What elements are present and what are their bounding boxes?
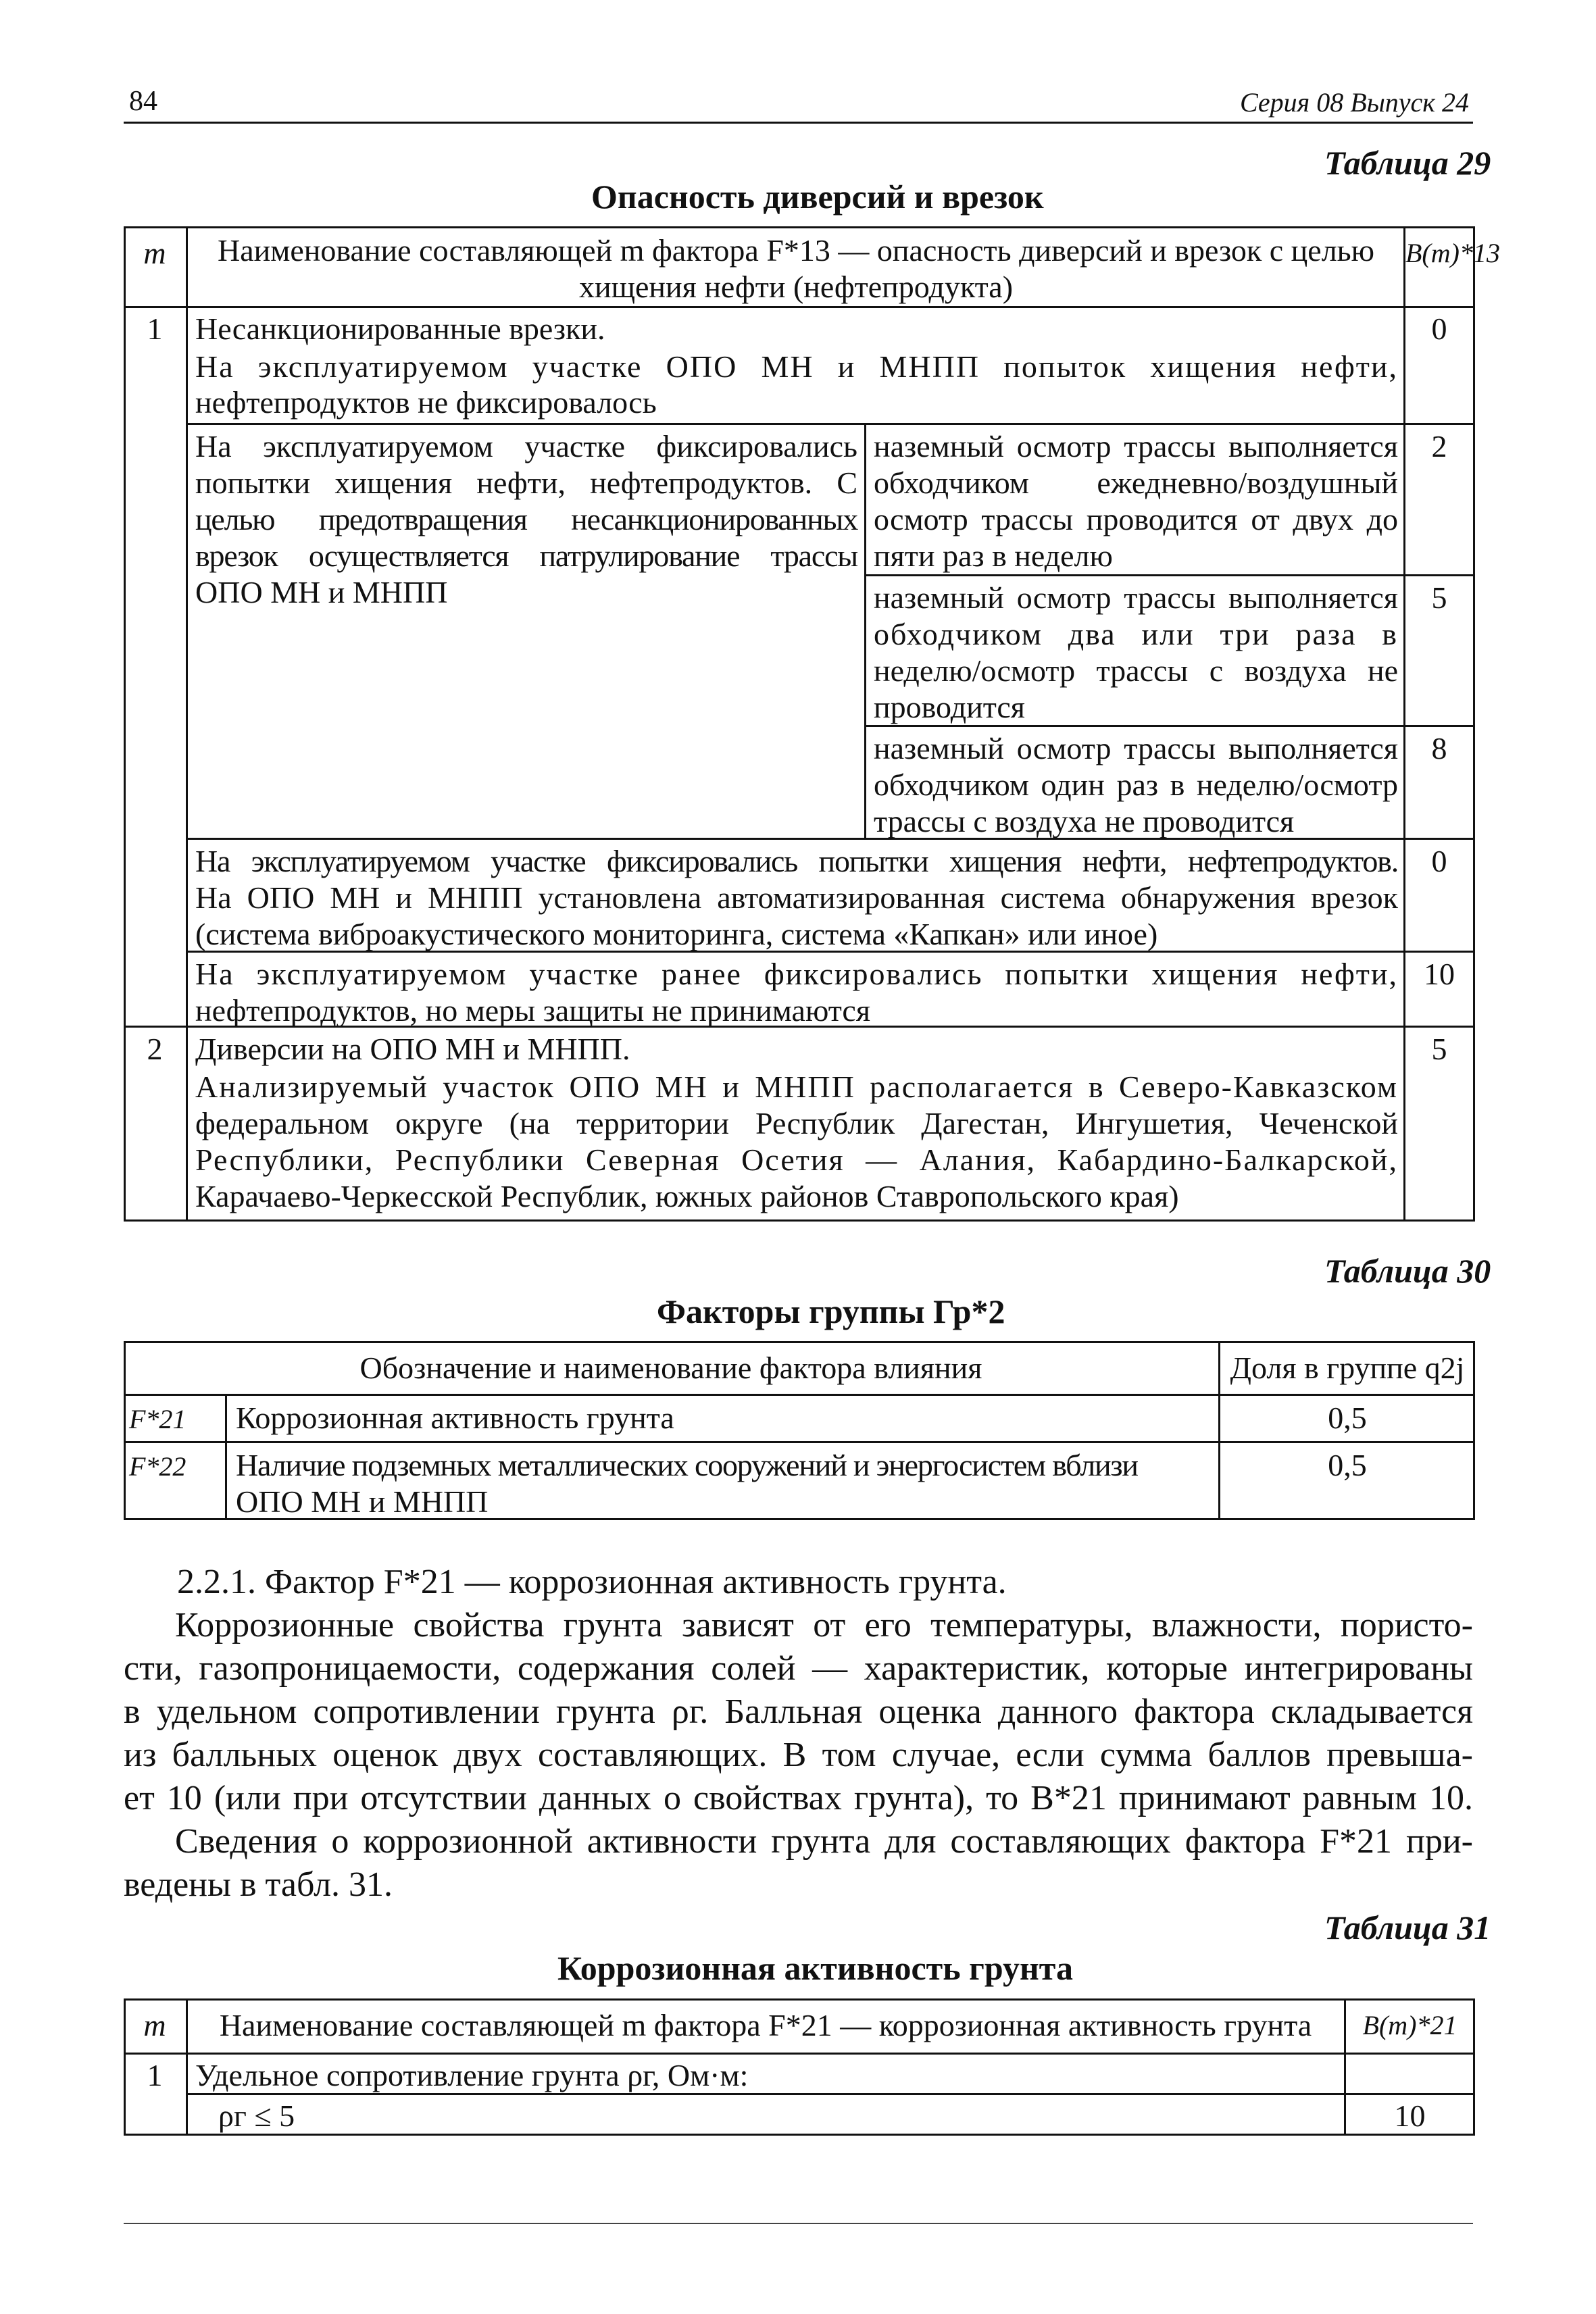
t31-row1-name: Удельное сопротивление грунта ρг, Ом·м: bbox=[195, 2058, 749, 2092]
t29-row2-line1: Анализируемый участок ОПО МН и МНПП располагается в Северо-Кавказском bbox=[195, 1070, 1398, 1104]
table-30-title: Факторы группы Гр*2 bbox=[657, 1292, 1005, 1330]
t29-row1-c-line1: На эксплуатируемом участке фиксировались попытки хищения нефти, нефтепродуктов. bbox=[195, 844, 1398, 878]
t29-head-m: m bbox=[143, 236, 166, 270]
table-31-label: Таблица 31 bbox=[1324, 1909, 1491, 1946]
t29-row1-b-left-line5: ОПО МН и МНПП bbox=[195, 575, 448, 609]
table-29-label: Таблица 29 bbox=[1324, 144, 1491, 182]
t29-row1-m: 1 bbox=[147, 311, 163, 346]
t31-head-score: B(m)*21 bbox=[1362, 2010, 1457, 2040]
t30-head-name: Обозначение и наименование фактора влияния bbox=[359, 1351, 982, 1385]
t29-row1-b1-line4: пяти раз в неделю bbox=[874, 538, 1113, 573]
t29-row1-b3-line1: наземный осмотр трассы выполняется bbox=[874, 731, 1398, 765]
t29-row1-b1-line1: наземный осмотр трассы выполняется bbox=[874, 429, 1398, 463]
t29-row1-c-line2: На ОПО МН и МНПП установлена автоматизированная система обнаружения врезок bbox=[195, 880, 1398, 915]
t29-row2-line3: Республики, Республики Северная Осетия — Алания, Кабардино-Балкарской, bbox=[195, 1142, 1398, 1177]
t29-row2-line2: федеральном округе (на территории Республик Дагестан, Ингушетия, Чеченской bbox=[195, 1106, 1398, 1140]
p1-line5: ет 10 (или при отсутствии данных о свойствах грунта), то B*21 принимают равным 10. bbox=[124, 1779, 1473, 1817]
t29-row1-b3-line3: трассы с воздуха не проводится bbox=[874, 804, 1295, 838]
t29-row2-line4: Карачаево-Черкесской Республик, южных районов Ставропольского края) bbox=[195, 1179, 1179, 1213]
table-29 bbox=[124, 226, 1500, 1223]
p2-line2: ведены в табл. 31. bbox=[124, 1865, 393, 1904]
t29-row1-d-line1: На эксплуатируемом участке ранее фиксировались попытки хищения нефти, bbox=[195, 957, 1398, 991]
t29-row1-d-score: 10 bbox=[1424, 957, 1455, 991]
t30-row1-share: 0,5 bbox=[1328, 1401, 1367, 1435]
table-31 bbox=[124, 1998, 1475, 2140]
p1-line2: сти, газопроницаемости, содержания солей — характеристик, которые интегрированы bbox=[124, 1649, 1473, 1688]
t31-row1-sub-score: 10 bbox=[1394, 2098, 1426, 2133]
t29-head-name-line1: Наименование составляющей m фактора F*13 — опасность диверсий и врезок с целью bbox=[218, 233, 1374, 268]
t29-row1-a-score: 0 bbox=[1431, 311, 1447, 346]
t29-row1-d-line2: нефтепродуктов, но меры защиты не принимаются bbox=[195, 993, 870, 1028]
p1-line3: в удельном сопротивлении грунта ρг. Балльная оценка данного фактора складывается bbox=[124, 1692, 1473, 1731]
section-heading: 2.2.1. Фактор F*21 — коррозионная активность грунта. bbox=[177, 1563, 1007, 1601]
t29-row1-b-left-line4: врезок осуществляется патрулирование трассы bbox=[195, 538, 857, 573]
t30-row1-code: F*21 bbox=[129, 1404, 186, 1434]
t29-head-score: B(m)*13 bbox=[1405, 238, 1500, 268]
t30-head-share: Доля в группе q2j bbox=[1230, 1351, 1465, 1385]
t29-row1-b2-score: 5 bbox=[1431, 580, 1447, 615]
t29-row1-a-line1: На эксплуатируемом участке ОПО МН и МНПП попыток хищения нефти, bbox=[195, 349, 1398, 384]
t29-row1-b3-line2: обходчиком один раз в неделю/осмотр bbox=[874, 768, 1398, 802]
table-30-label: Таблица 30 bbox=[1324, 1252, 1491, 1290]
t29-row1-title: Несанкционированные врезки. bbox=[195, 311, 605, 346]
t29-row2-title: Диверсии на ОПО МН и МНПП. bbox=[195, 1032, 630, 1066]
t29-row1-b-left-line3: целью предотвращения несанкционированных bbox=[195, 502, 857, 536]
t29-row1-a-line2: нефтепродуктов не фиксировалось bbox=[195, 385, 657, 420]
t31-row1-m: 1 bbox=[147, 2058, 163, 2092]
t29-row1-b2-line1: наземный осмотр трассы выполняется bbox=[874, 580, 1398, 615]
t30-row2-name-line1: Наличие подземных металлических сооружений и энергосистем вблизи bbox=[236, 1448, 1138, 1482]
t30-row2-name-line2: ОПО МН и МНПП bbox=[236, 1484, 489, 1519]
footer-rule bbox=[124, 2223, 1473, 2224]
t30-row2-share: 0,5 bbox=[1328, 1448, 1367, 1482]
table-30 bbox=[124, 1341, 1475, 1530]
t30-row1-name: Коррозионная активность грунта bbox=[236, 1401, 674, 1435]
t29-row1-b1-line2: обходчиком ежедневно/воздушный bbox=[874, 466, 1398, 500]
t29-row2-m: 2 bbox=[147, 1032, 163, 1066]
t29-row1-b2-line3: неделю/осмотр трассы с воздуха не bbox=[874, 653, 1398, 688]
p1-line1: Коррозионные свойства грунта зависят от его температуры, влажности, пористо- bbox=[175, 1606, 1473, 1644]
series-title: Серия 08 Выпуск 24 bbox=[1239, 87, 1469, 118]
t31-head-name: Наименование составляющей m фактора F*21 — коррозионная активность грунта bbox=[219, 2008, 1312, 2042]
t29-row1-c-score: 0 bbox=[1431, 844, 1447, 878]
t29-row2-score: 5 bbox=[1431, 1032, 1447, 1066]
t31-head-m: m bbox=[143, 2008, 166, 2042]
t30-row2-code: F*22 bbox=[129, 1451, 186, 1482]
t29-row1-b-left-line2: попытки хищения нефти, нефтепродуктов. С bbox=[195, 466, 857, 500]
t29-row1-c-line3: (система виброакустического мониторинга, система «Капкан» или иное) bbox=[195, 917, 1158, 951]
t29-row1-b2-line4: проводится bbox=[874, 690, 1025, 724]
t29-row1-b1-line3: осмотр трассы проводится от двух до bbox=[874, 502, 1398, 536]
page-number: 84 bbox=[129, 86, 157, 117]
t29-row1-b2-line2: обходчиком два или три раза в bbox=[874, 617, 1398, 651]
table-29-title: Опасность диверсий и врезок bbox=[591, 178, 1044, 216]
table-31-title: Коррозионная активность грунта bbox=[557, 1949, 1073, 1987]
t29-row1-b-left-line1: На эксплуатируемом участке фиксировались bbox=[195, 429, 857, 463]
t29-row1-b3-score: 8 bbox=[1431, 731, 1447, 765]
paragraph-1 bbox=[124, 1604, 1473, 1907]
p1-line4: из балльных оценок двух составляющих. В том случае, если сумма баллов превыша- bbox=[124, 1736, 1473, 1774]
page-header bbox=[124, 81, 1473, 124]
t29-row1-b1-score: 2 bbox=[1431, 429, 1447, 463]
p2-line1: Сведения о коррозионной активности грунта для составляющих фактора F*21 при- bbox=[175, 1822, 1473, 1861]
t31-row1-sub: ρг ≤ 5 bbox=[218, 2098, 295, 2133]
t29-head-name-line2: хищения нефти (нефтепродукта) bbox=[578, 270, 1014, 304]
